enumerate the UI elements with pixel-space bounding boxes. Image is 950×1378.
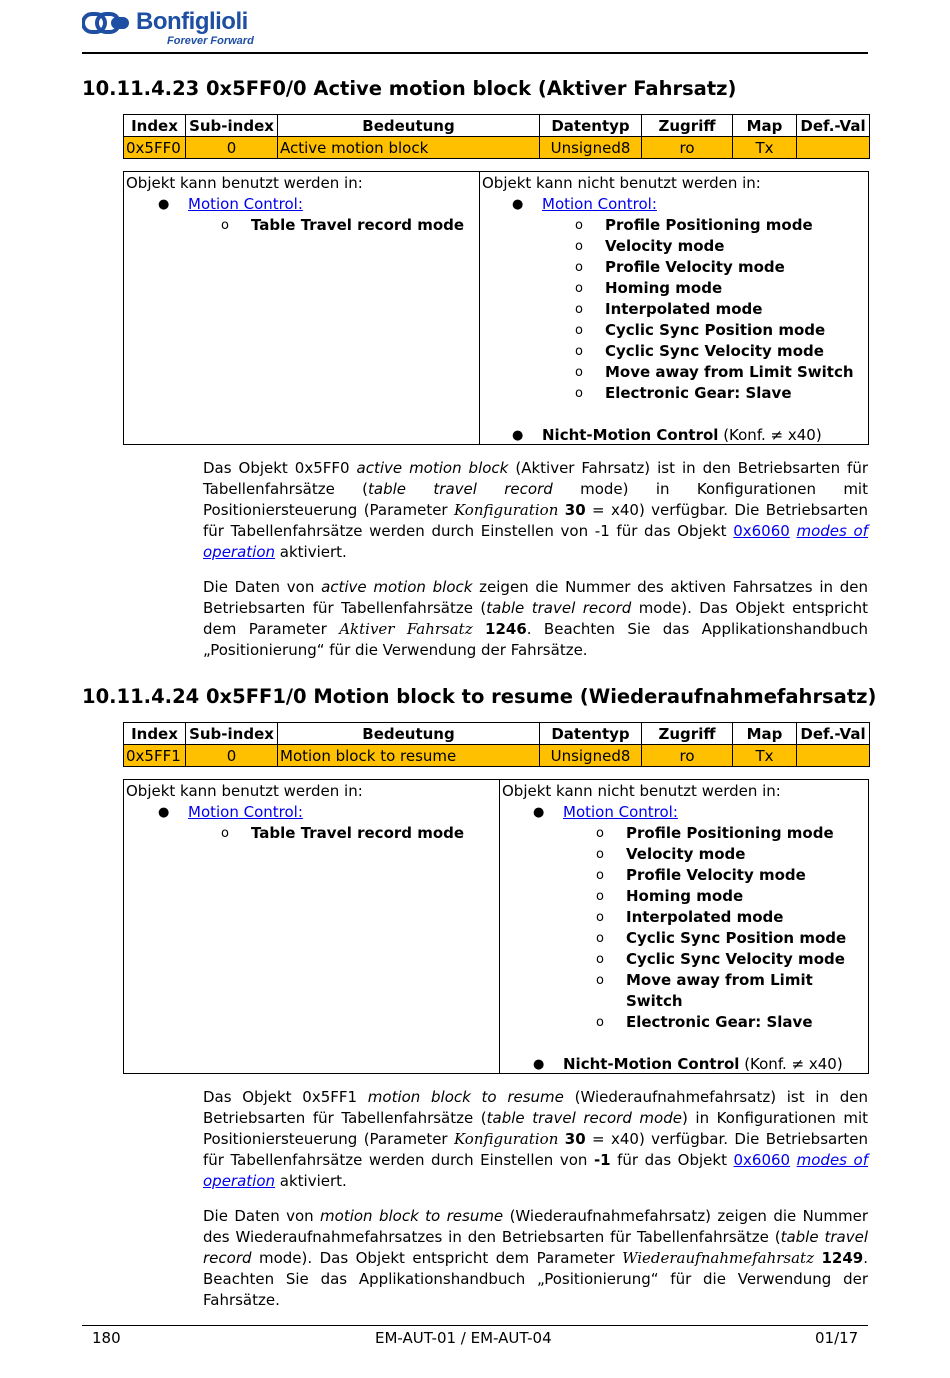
- not-usable-column: [479, 172, 869, 444]
- col-bedeutung: Bedeutung: [278, 115, 540, 137]
- cell-subindex: 0: [186, 745, 278, 767]
- section-heading-5ff0: 10.11.4.23 0x5FF0/0 Active motion block (Aktiver Fahrsatz): [82, 77, 737, 100]
- cell-subindex: 0: [186, 137, 278, 159]
- not-usable-mode: Profile Velocity mode: [605, 258, 785, 276]
- circle-bullet-icon: o: [575, 281, 583, 296]
- table-header-row: [124, 723, 870, 745]
- col-index: Index: [124, 115, 186, 137]
- section-heading-5ff1: 10.11.4.24 0x5FF1/0 Motion block to resume (Wiederaufnahmefahrsatz): [82, 685, 877, 708]
- col-datentyp: Datentyp: [540, 115, 642, 137]
- usage-table-5ff1: [123, 779, 869, 1074]
- table-header-row: [124, 115, 870, 137]
- cell-bedeutung: Active motion block: [278, 137, 540, 159]
- cell-zugriff: ro: [642, 137, 733, 159]
- col-index: Index: [124, 723, 186, 745]
- cell-map: Tx: [733, 745, 797, 767]
- not-usable-mode: Cyclic Sync Position mode: [626, 929, 847, 947]
- usable-column: [124, 780, 499, 1073]
- circle-bullet-icon: o: [596, 1015, 604, 1030]
- col-map: Map: [733, 115, 797, 137]
- col-defval: Def.-Val: [797, 115, 870, 137]
- not-usable-mode: Cyclic Sync Velocity mode: [605, 342, 824, 360]
- paragraph-5ff1-availability: Das Objekt 0x5FF1 motion block to resume (Wiederaufnahmefahrsatz) ist in den Betriebsarten für Tabellenfahrsätze (table travel record mode) in Konfigurationen mit Positioniersteuerung (Parameter Konfiguration 30 = x40) verfügbar. Die Betriebsarten für Tabellenfahrsätze werden durch Einstellen von -1 für das Objekt 0x6060 modes of operation aktiviert.: [203, 1088, 869, 1190]
- paragraph-5ff1-data: Die Daten von motion block to resume (Wiederaufnahmefahrsatz) zeigen die Nummer des Wiederaufnahmefahrsatzes in den Betriebsarten für Tabellenfahrsätze (table travel record mode). Das Objekt entspricht dem Parameter Wiederaufnahmefahrsatz 1249. Beachten Sie das Applikationshandbuch „Positionierung“ für die Verwendung der Fahrsätze.: [203, 1207, 868, 1309]
- not-usable-mode: Velocity mode: [605, 237, 725, 255]
- col-defval: Def.-Val: [797, 723, 870, 745]
- link-0x6060[interactable]: 0x6060: [733, 1151, 791, 1169]
- col-zugriff: Zugriff: [642, 115, 733, 137]
- cell-map: Tx: [733, 137, 797, 159]
- nicht-motion-control: Nicht-Motion Control (Konf. ≠ x40): [542, 426, 822, 444]
- not-usable-mode: Homing mode: [605, 279, 723, 297]
- document-id: EM-AUT-01 / EM-AUT-04: [375, 1329, 552, 1347]
- motion-control-link[interactable]: Motion Control:: [563, 803, 678, 821]
- col-map: Map: [733, 723, 797, 745]
- cell-datentyp: Unsigned8: [540, 137, 642, 159]
- not-usable-mode: Interpolated mode: [626, 908, 784, 926]
- link-modes-of-operation[interactable]: modes of operation: [203, 522, 868, 561]
- brand-logo: [82, 8, 262, 48]
- bullet-icon: ●: [512, 197, 524, 212]
- circle-bullet-icon: o: [221, 826, 229, 841]
- circle-bullet-icon: o: [575, 218, 583, 233]
- object-table-5ff0: [123, 114, 870, 159]
- col-datentyp: Datentyp: [540, 723, 642, 745]
- circle-bullet-icon: o: [596, 889, 604, 904]
- brand-name: Bonfiglioli: [136, 8, 248, 35]
- circle-bullet-icon: o: [596, 847, 604, 862]
- usable-title: Objekt kann benutzt werden in:: [126, 782, 363, 800]
- circle-bullet-icon: o: [575, 344, 583, 359]
- circle-bullet-icon: o: [575, 239, 583, 254]
- table-row: [124, 745, 870, 767]
- not-usable-mode: Move away from Limit: [626, 971, 813, 989]
- usable-mode: Table Travel record mode: [251, 216, 465, 234]
- document-date: 01/17: [815, 1329, 859, 1347]
- circle-bullet-icon: o: [596, 868, 604, 883]
- col-zugriff: Zugriff: [642, 723, 733, 745]
- cell-datentyp: Unsigned8: [540, 745, 642, 767]
- not-usable-mode-cont: Switch: [626, 992, 683, 1010]
- circle-bullet-icon: o: [596, 910, 604, 925]
- bullet-icon: ●: [533, 1057, 545, 1072]
- circle-bullet-icon: o: [596, 952, 604, 967]
- footer-divider: [82, 1325, 868, 1326]
- cell-defval: [797, 137, 870, 159]
- circle-bullet-icon: o: [575, 365, 583, 380]
- cell-index: 0x5FF1: [124, 745, 186, 767]
- header-divider: [82, 52, 868, 54]
- circle-bullet-icon: o: [575, 323, 583, 338]
- usage-table-5ff0: [123, 171, 869, 445]
- circle-bullet-icon: o: [221, 218, 229, 233]
- circle-bullet-icon: o: [596, 826, 604, 841]
- table-row: [124, 137, 870, 159]
- nicht-motion-control: Nicht-Motion Control (Konf. ≠ x40): [563, 1055, 843, 1073]
- not-usable-mode: Profile Positioning mode: [626, 824, 834, 842]
- circle-bullet-icon: o: [575, 260, 583, 275]
- not-usable-mode: Velocity mode: [626, 845, 746, 863]
- col-subindex: Sub-index: [186, 723, 278, 745]
- object-table-5ff1: [123, 722, 870, 767]
- link-0x6060[interactable]: 0x6060: [733, 522, 790, 540]
- link-modes-of-operation[interactable]: modes of operation: [203, 1151, 868, 1190]
- circle-bullet-icon: o: [596, 973, 604, 988]
- col-subindex: Sub-index: [186, 115, 278, 137]
- not-usable-mode: Electronic Gear: Slave: [605, 384, 792, 402]
- not-usable-mode: Cyclic Sync Velocity mode: [626, 950, 845, 968]
- motion-control-link[interactable]: Motion Control:: [188, 195, 303, 213]
- not-usable-mode: Electronic Gear: Slave: [626, 1013, 813, 1031]
- col-bedeutung: Bedeutung: [278, 723, 540, 745]
- not-usable-mode: Move away from Limit Switch: [605, 363, 854, 381]
- usable-column: [124, 172, 479, 444]
- bullet-icon: ●: [533, 805, 545, 820]
- usable-title: Objekt kann benutzt werden in:: [126, 174, 363, 192]
- cell-zugriff: ro: [642, 745, 733, 767]
- not-usable-column: [499, 780, 869, 1073]
- page-number: 180: [92, 1329, 121, 1347]
- not-usable-mode: Profile Positioning mode: [605, 216, 813, 234]
- motion-control-link[interactable]: Motion Control:: [188, 803, 303, 821]
- bullet-icon: ●: [158, 197, 170, 212]
- paragraph-5ff0-availability: Das Objekt 0x5FF0 active motion block (Aktiver Fahrsatz) ist in den Betriebsarten für Tabellenfahrsätze (table travel record mode) in Konfigurationen mit Positioniersteuerung (Parameter Konfiguration 30 = x40) verfügbar. Die Betriebsarten für Tabellenfahrsätze werden durch Einstellen von -1 für das Objekt 0x6060 modes of operation aktiviert.: [203, 459, 869, 561]
- not-usable-mode: Interpolated mode: [605, 300, 763, 318]
- bullet-icon: ●: [158, 805, 170, 820]
- bonfiglioli-logo-icon: [82, 12, 132, 34]
- not-usable-title: Objekt kann nicht benutzt werden in:: [482, 174, 761, 192]
- paragraph-5ff0-data: Die Daten von active motion block zeigen die Nummer des aktiven Fahrsatzes in den Betriebsarten für Tabellenfahrsätze (table travel record mode). Das Objekt entspricht dem Parameter Aktiver Fahrsatz 1246. Beachten Sie das Applikationshandbuch „Positionierung“ für die Verwendung der Fahrsätze.: [203, 578, 869, 659]
- bullet-icon: ●: [512, 428, 524, 443]
- not-usable-mode: Homing mode: [626, 887, 744, 905]
- not-usable-mode: Profile Velocity mode: [626, 866, 806, 884]
- circle-bullet-icon: o: [575, 386, 583, 401]
- circle-bullet-icon: o: [575, 302, 583, 317]
- usable-mode: Table Travel record mode: [251, 824, 465, 842]
- brand-tagline: Forever Forward: [167, 35, 254, 47]
- cell-bedeutung: Motion block to resume: [278, 745, 540, 767]
- circle-bullet-icon: o: [596, 931, 604, 946]
- cell-defval: [797, 745, 870, 767]
- motion-control-link[interactable]: Motion Control:: [542, 195, 657, 213]
- not-usable-mode: Cyclic Sync Position mode: [605, 321, 826, 339]
- cell-index: 0x5FF0: [124, 137, 186, 159]
- not-usable-title: Objekt kann nicht benutzt werden in:: [502, 782, 781, 800]
